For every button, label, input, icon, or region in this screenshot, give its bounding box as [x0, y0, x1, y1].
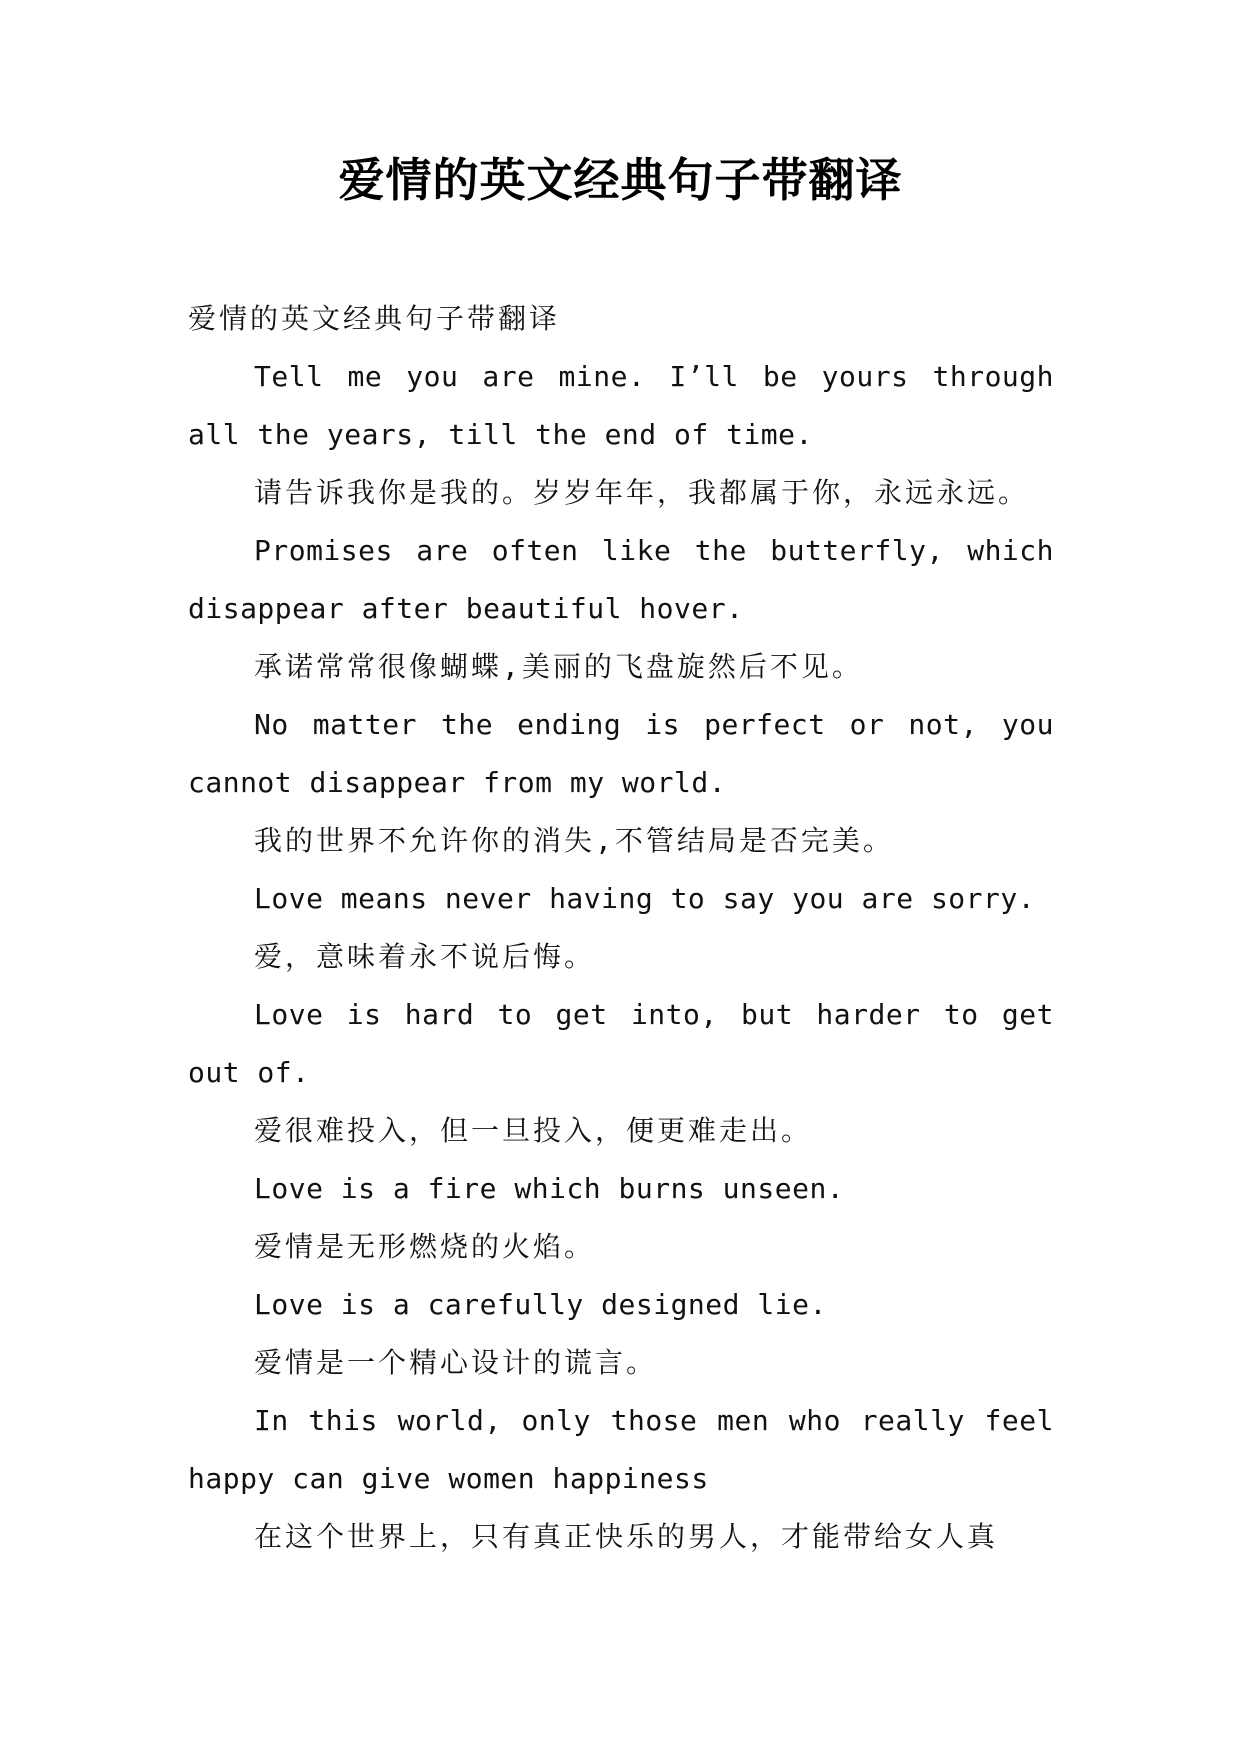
paragraph-chinese: 在这个世界上，只有真正快乐的男人，才能带给女人真: [254, 1520, 999, 1553]
paragraph-english: No matter the ending is perfect or not, you cannot disappear from my world.: [188, 708, 1054, 799]
paragraph-english: Love is a fire which burns unseen.: [254, 1172, 845, 1205]
paragraph-english: Love is hard to get into, but harder to get out of.: [188, 998, 1054, 1089]
paragraph-chinese: 承诺常常很像蝴蝶,美丽的飞盘旋然后不见。: [254, 650, 863, 683]
paragraph-english: Love means never having to say you are sorry.: [254, 882, 1036, 915]
document-subtitle: 爱情的英文经典句子带翻译: [188, 302, 561, 335]
paragraph-chinese: 我的世界不允许你的消失,不管结局是否完美。: [254, 824, 894, 857]
paragraph-chinese: 请告诉我你是我的。岁岁年年，我都属于你，永远永远。: [254, 476, 1030, 509]
paragraph-english: Love is a carefully designed lie.: [254, 1288, 827, 1321]
paragraph-chinese: 爱，意味着永不说后悔。: [254, 940, 596, 973]
paragraph-chinese: 爱情是一个精心设计的谎言。: [254, 1346, 658, 1379]
paragraph-chinese: 爱情是无形燃烧的火焰。: [254, 1230, 596, 1263]
paragraph-english: Tell me you are mine. I’ll be yours through all the years, till the end of time.: [188, 360, 1054, 451]
paragraph-chinese: 爱很难投入，但一旦投入，便更难走出。: [254, 1114, 813, 1147]
paragraph-english: Promises are often like the butterfly, which disappear after beautiful hover.: [188, 534, 1054, 625]
document-body: [188, 290, 1054, 1566]
document-title: 爱情的英文经典句子带翻译: [338, 153, 903, 207]
paragraph-english: In this world, only those men who really feel happy can give women happiness: [188, 1404, 1054, 1495]
